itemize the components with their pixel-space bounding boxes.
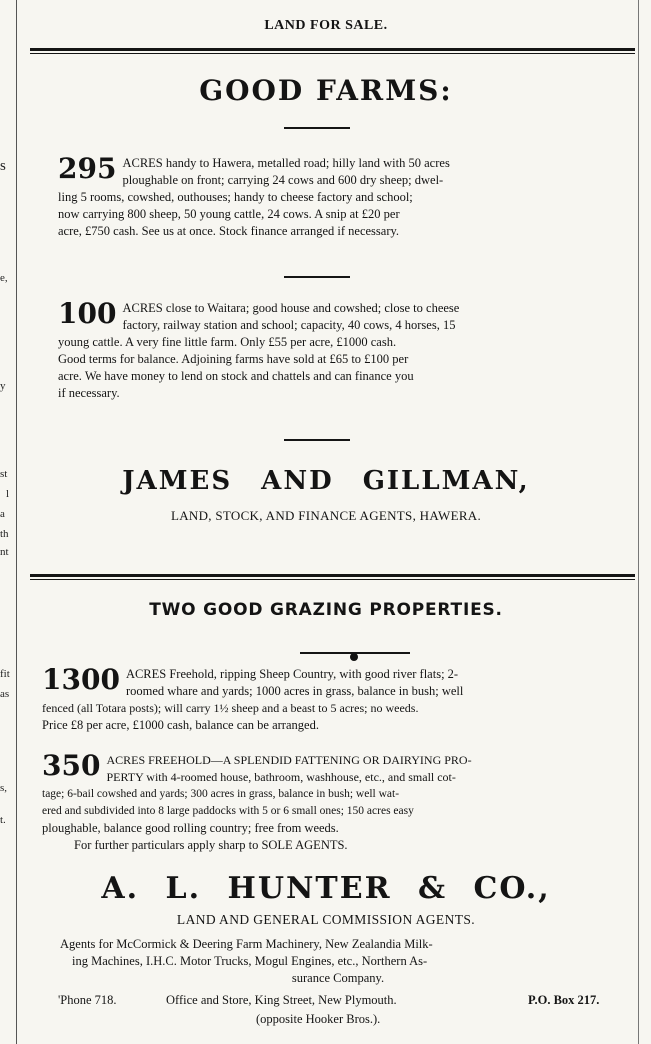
listing-line: ploughable on front; carrying 24 cows and 600 dry sheep; dwel- [122, 173, 444, 187]
agents-for-line: ing Machines, I.H.C. Motor Trucks, Mogul Engines, etc., Northern As- [72, 954, 428, 968]
opposite-note: (opposite Hooker Bros.). [256, 1012, 381, 1026]
listing-line: factory, railway station and school; capacity, 40 cows, 4 horses, 15 [122, 318, 456, 332]
fragment: fit [0, 668, 10, 680]
listing-line: fenced (all Totara posts); will carry 1½ sheep and a beast to 5 acres; no weeds. [42, 701, 419, 715]
agent-description: LAND, STOCK, AND FINANCE AGENTS, HAWERA. [170, 508, 482, 523]
header-rule [30, 48, 635, 51]
fragment: th [0, 528, 9, 540]
hunter-agent-name: A. L. HUNTER & CO., [101, 871, 551, 906]
fragment: as [0, 688, 10, 700]
phone-number: 'Phone 718. [58, 993, 117, 1007]
agents-for-line: Agents for McCormick & Deering Farm Machinery, New Zealandia Milk- [60, 937, 433, 951]
farm-listing-295 [58, 152, 612, 240]
ornament-rule [284, 127, 350, 129]
section-header: LAND FOR SALE. [264, 18, 388, 33]
fragment: t. [0, 814, 6, 826]
header-rule-thin [30, 53, 635, 54]
ornament-dot [350, 653, 358, 661]
listing-number: 100 [58, 297, 117, 330]
fragment: nt [0, 546, 9, 558]
farm-listing-100 [58, 297, 612, 402]
fragment: s [0, 158, 6, 174]
listing-line: ACRES FREEHOLD—A SPLENDID FATTENING OR DAIRYING PRO- [106, 753, 472, 767]
fragment: l [6, 488, 10, 500]
listing-line: PERTY with 4-roomed house, bathroom, washhouse, etc., and small cot- [106, 770, 456, 784]
listing-line: roomed whare and yards; 1000 acres in grass, balance in bush; well [125, 684, 464, 698]
fragment: y [0, 380, 6, 392]
listing-line: ploughable, balance good rolling country; free from weeds. [42, 821, 339, 835]
listing-line: young cattle. A very fine little farm. Only £55 per acre, £1000 cash. [58, 335, 397, 349]
fragment: e, [0, 272, 8, 284]
agent-name: JAMES AND GILLMAN, [122, 466, 530, 496]
listing-line: if necessary. [58, 386, 120, 400]
fragment: a [0, 508, 5, 520]
column-divider-right [638, 0, 639, 1044]
listing-line: ACRES handy to Hawera, metalled road; hilly land with 50 acres [122, 156, 450, 170]
apply-line: For further particulars apply sharp to SOLE AGENTS. [74, 838, 348, 852]
ad-separator-rule [30, 574, 635, 577]
listing-line: ered and subdivided into 8 large paddocks with 5 or 6 small ones; 150 acres easy [42, 805, 414, 817]
listing-number: 295 [58, 152, 117, 185]
fragment: st [0, 468, 8, 480]
listing-line: ling 5 rooms, cowshed, outhouses; handy to cheese factory and school; [58, 190, 413, 204]
agents-for-line: surance Company. [291, 971, 385, 985]
listing-line: Good terms for balance. Adjoining farms have sold at £65 to £100 per [58, 352, 409, 366]
po-box: P.O. Box 217. [528, 993, 600, 1007]
ornament-rule [284, 439, 350, 441]
listing-number: 350 [42, 749, 101, 782]
adjacent-column-fragments [0, 0, 16, 1044]
grazing-listing-350 [42, 749, 614, 854]
listing-line: Price £8 per acre, £1000 cash, balance can be arranged. [42, 718, 319, 732]
agents-for-block [60, 936, 616, 987]
listing-line: ACRES close to Waitara; good house and cowshed; close to cheese [122, 301, 460, 315]
fragment: s, [0, 782, 8, 794]
listing-line: acre, £750 cash. See us at once. Stock finance arranged if necessary. [58, 224, 400, 238]
office-address: Office and Store, King Street, New Plymouth. [166, 993, 397, 1007]
ornament-rule [284, 276, 350, 278]
listing-line: ACRES Freehold, ripping Sheep Country, with good river flats; 2- [125, 667, 459, 681]
listing-line: tage; 6-bail cowshed and yards; 300 acres in grass, balance in bush; well wat- [42, 788, 400, 800]
ad-separator-rule-thin [30, 579, 635, 580]
listing-line: now carrying 800 sheep, 50 young cattle, 24 cows. A snip at £20 per [58, 207, 400, 221]
grazing-listing-1300 [42, 663, 614, 734]
farms-ad-title: GOOD FARMS: [199, 74, 453, 107]
grazing-ad-title: TWO GOOD GRAZING PROPERTIES. [149, 600, 503, 620]
hunter-agent-description: LAND AND GENERAL COMMISSION AGENTS. [176, 912, 476, 927]
listing-line: acre. We have money to lend on stock and chattels and can finance you [58, 369, 414, 383]
listing-number: 1300 [42, 663, 120, 696]
